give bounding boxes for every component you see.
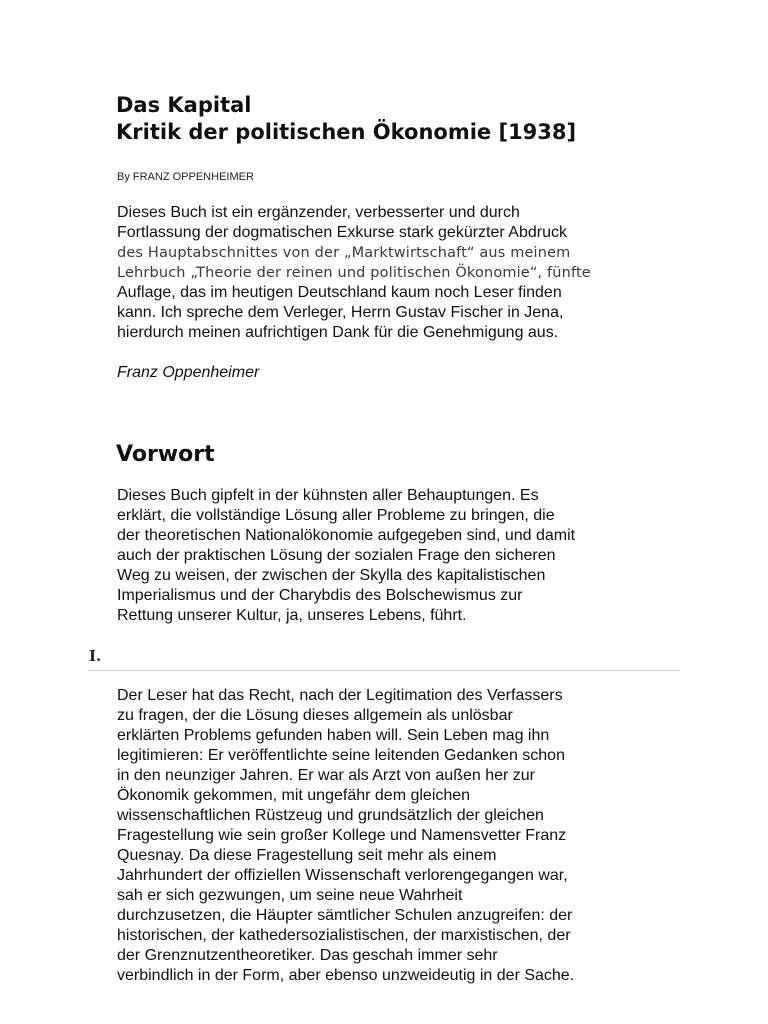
vorwort-paragraph	[117, 486, 717, 626]
intro-line: Auflage, das im heutigen Deutschland kaum noch Leser finden	[117, 284, 562, 301]
intro-line: hierdurch meinen aufrichtigen Dank für die Genehmigung aus.	[117, 324, 559, 341]
section-1-line: legitimieren: Er veröffentlichte seine leitenden Gedanken schon	[117, 747, 565, 764]
title-line-1: Das Kapital	[116, 93, 252, 117]
intro-line: Dieses Buch ist ein ergänzender, verbesserter und durch	[117, 204, 520, 221]
vorwort-line: der theoretischen Nationalökonomie aufgegeben sind, und damit	[117, 527, 576, 544]
intro-line: kann. Ich spreche dem Verleger, Herrn Gustav Fischer in Jena,	[117, 304, 564, 321]
section-1-line: verbindlich in der Form, aber ebenso unzweideutig in der Sache.	[117, 967, 575, 984]
section-divider	[89, 670, 680, 671]
section-1-line: wissenschaftlichen Rüstzeug und grundsätzlich der gleichen	[117, 807, 544, 824]
intro-paragraph	[117, 203, 717, 343]
signature: Franz Oppenheimer	[117, 364, 260, 381]
section-1-line: Der Leser hat das Recht, nach der Legitimation des Verfassers	[117, 687, 563, 704]
section-1-line: der Grenznutzentheoretiker. Das geschah immer sehr	[117, 947, 498, 964]
section-1-line: Jahrhundert der offiziellen Wissenschaft verlorengegangen war,	[117, 867, 568, 884]
section-1-line: Quesnay. Da diese Fragestellung seit mehr als einem	[117, 847, 497, 864]
section-1-line: zu fragen, der die Lösung dieses allgemein als unlösbar	[117, 707, 513, 724]
vorwort-line: Imperialismus und der Charybdis des Bolschewismus zur	[117, 587, 523, 604]
vorwort-heading: Vorwort	[116, 442, 215, 467]
section-1-line: sah er sich gezwungen, um seine neue Wahrheit	[117, 887, 463, 904]
title-line-2: Kritik der politischen Ökonomie [1938]	[116, 120, 577, 144]
section-1-line: in den neunziger Jahren. Er war als Arzt von außen her zur	[117, 767, 535, 784]
vorwort-line: auch der praktischen Lösung der sozialen Frage den sicheren	[117, 547, 556, 564]
vorwort-line: Dieses Buch gipfelt in der kühnsten aller Behauptungen. Es	[117, 487, 539, 504]
section-1-line: Fragestellung wie sein großer Kollege und Namensvetter Franz	[117, 827, 567, 844]
intro-line: Fortlassung der dogmatischen Exkurse stark gekürzter Abdruck	[117, 224, 567, 241]
intro-line: Lehrbuch „Theorie der reinen und politischen Ökonomie“, fünfte	[117, 265, 591, 281]
section-1-line: erklärten Problems gefunden haben will. Sein Leben mag ihn	[117, 727, 550, 744]
section-1-paragraph	[117, 686, 717, 986]
section-1-line: historischen, der kathedersozialistischen, der marxistischen, der	[117, 927, 571, 944]
section-1-line: durchzusetzen, die Häupter sämtlicher Schulen anzugreifen: der	[117, 907, 573, 924]
section-1-heading: I.	[89, 647, 102, 665]
vorwort-line: Weg zu weisen, der zwischen der Skylla des kapitalistischen	[117, 567, 546, 584]
author-byline: By FRANZ OPPENHEIMER	[117, 171, 254, 183]
section-1-line: Ökonomik gekommen, mit ungefähr dem gleichen	[117, 787, 471, 804]
vorwort-line: erklärt, die vollständige Lösung aller Probleme zu bringen, die	[117, 507, 555, 524]
vorwort-line: Rettung unserer Kultur, ja, unseres Lebens, führt.	[117, 607, 467, 624]
document-title	[116, 92, 736, 146]
intro-line: des Hauptabschnittes von der „Marktwirtschaft“ aus meinem	[117, 245, 571, 261]
